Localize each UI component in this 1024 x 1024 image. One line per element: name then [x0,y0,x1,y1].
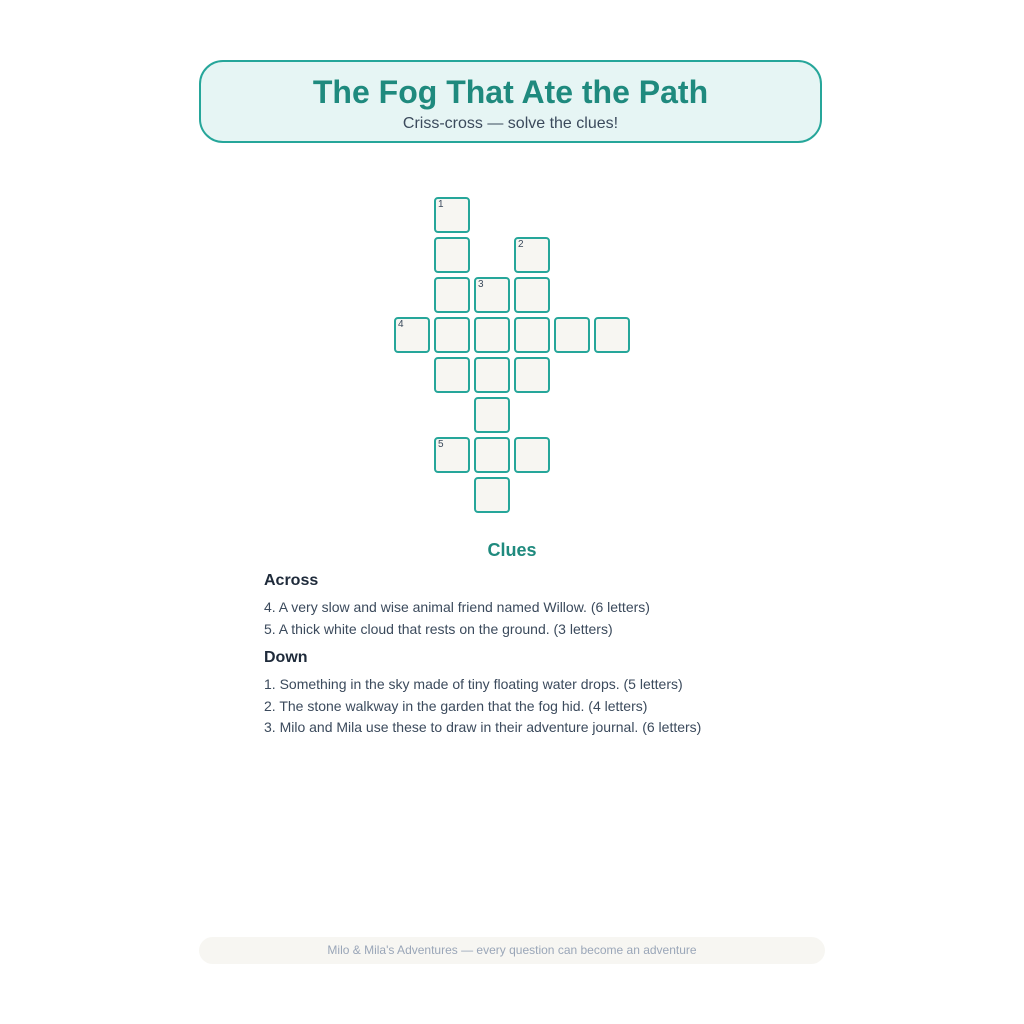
crossword-cell[interactable] [554,317,590,353]
clue-item: 1. Something in the sky made of tiny floating water drops. (5 letters) [264,676,683,692]
crossword-cell[interactable] [474,357,510,393]
across-clues [264,571,824,640]
crossword-cell[interactable] [514,437,550,473]
clue-item: 2. The stone walkway in the garden that the fog hid. (4 letters) [264,697,648,714]
page-subtitle: Criss-cross — solve the clues! [402,115,619,132]
crossword-cell[interactable] [434,317,470,353]
clue-number: 3 [478,279,484,290]
down-list [264,674,824,739]
crossword-cell[interactable] [514,277,550,313]
clue-item: 4. A very slow and wise animal friend named Willow. (6 letters) [264,599,650,615]
crossword-cell[interactable] [434,357,470,393]
crossword-cell[interactable] [514,357,550,393]
crossword-cell[interactable] [434,277,470,313]
crossword-cell[interactable] [514,317,550,353]
crossword-cell[interactable] [474,317,510,353]
clue-number: 5 [438,439,444,450]
footer-tagline: Milo & Mila's Adventures — every question can become an adventure [199,937,825,964]
page-title: The Fog That Ate the Path [312,74,709,110]
crossword-cell[interactable] [474,477,510,513]
across-heading: Across [264,572,319,589]
crossword-cell[interactable] [394,317,430,353]
clue-number: 1 [438,199,444,210]
crossword-cell[interactable] [474,437,510,473]
clue-item: 5. A thick white cloud that rests on the ground. (3 letters) [264,620,613,637]
crossword-cell[interactable] [594,317,630,353]
down-heading: Down [264,649,308,666]
crossword-cell[interactable] [434,237,470,273]
clues-heading: Clues [487,540,537,560]
clue-item: 3. Milo and Mila use these to draw in their adventure journal. (6 letters) [264,719,702,735]
crossword-cell[interactable] [474,397,510,433]
clue-number: 4 [398,319,404,330]
down-clues [264,648,824,739]
clue-number: 2 [518,239,524,250]
crossword-cell[interactable] [434,197,470,233]
crossword-cell[interactable] [514,237,550,273]
crossword-cell[interactable] [474,277,510,313]
crossword-cell[interactable] [434,437,470,473]
across-list [264,597,824,640]
title-banner [199,60,822,143]
